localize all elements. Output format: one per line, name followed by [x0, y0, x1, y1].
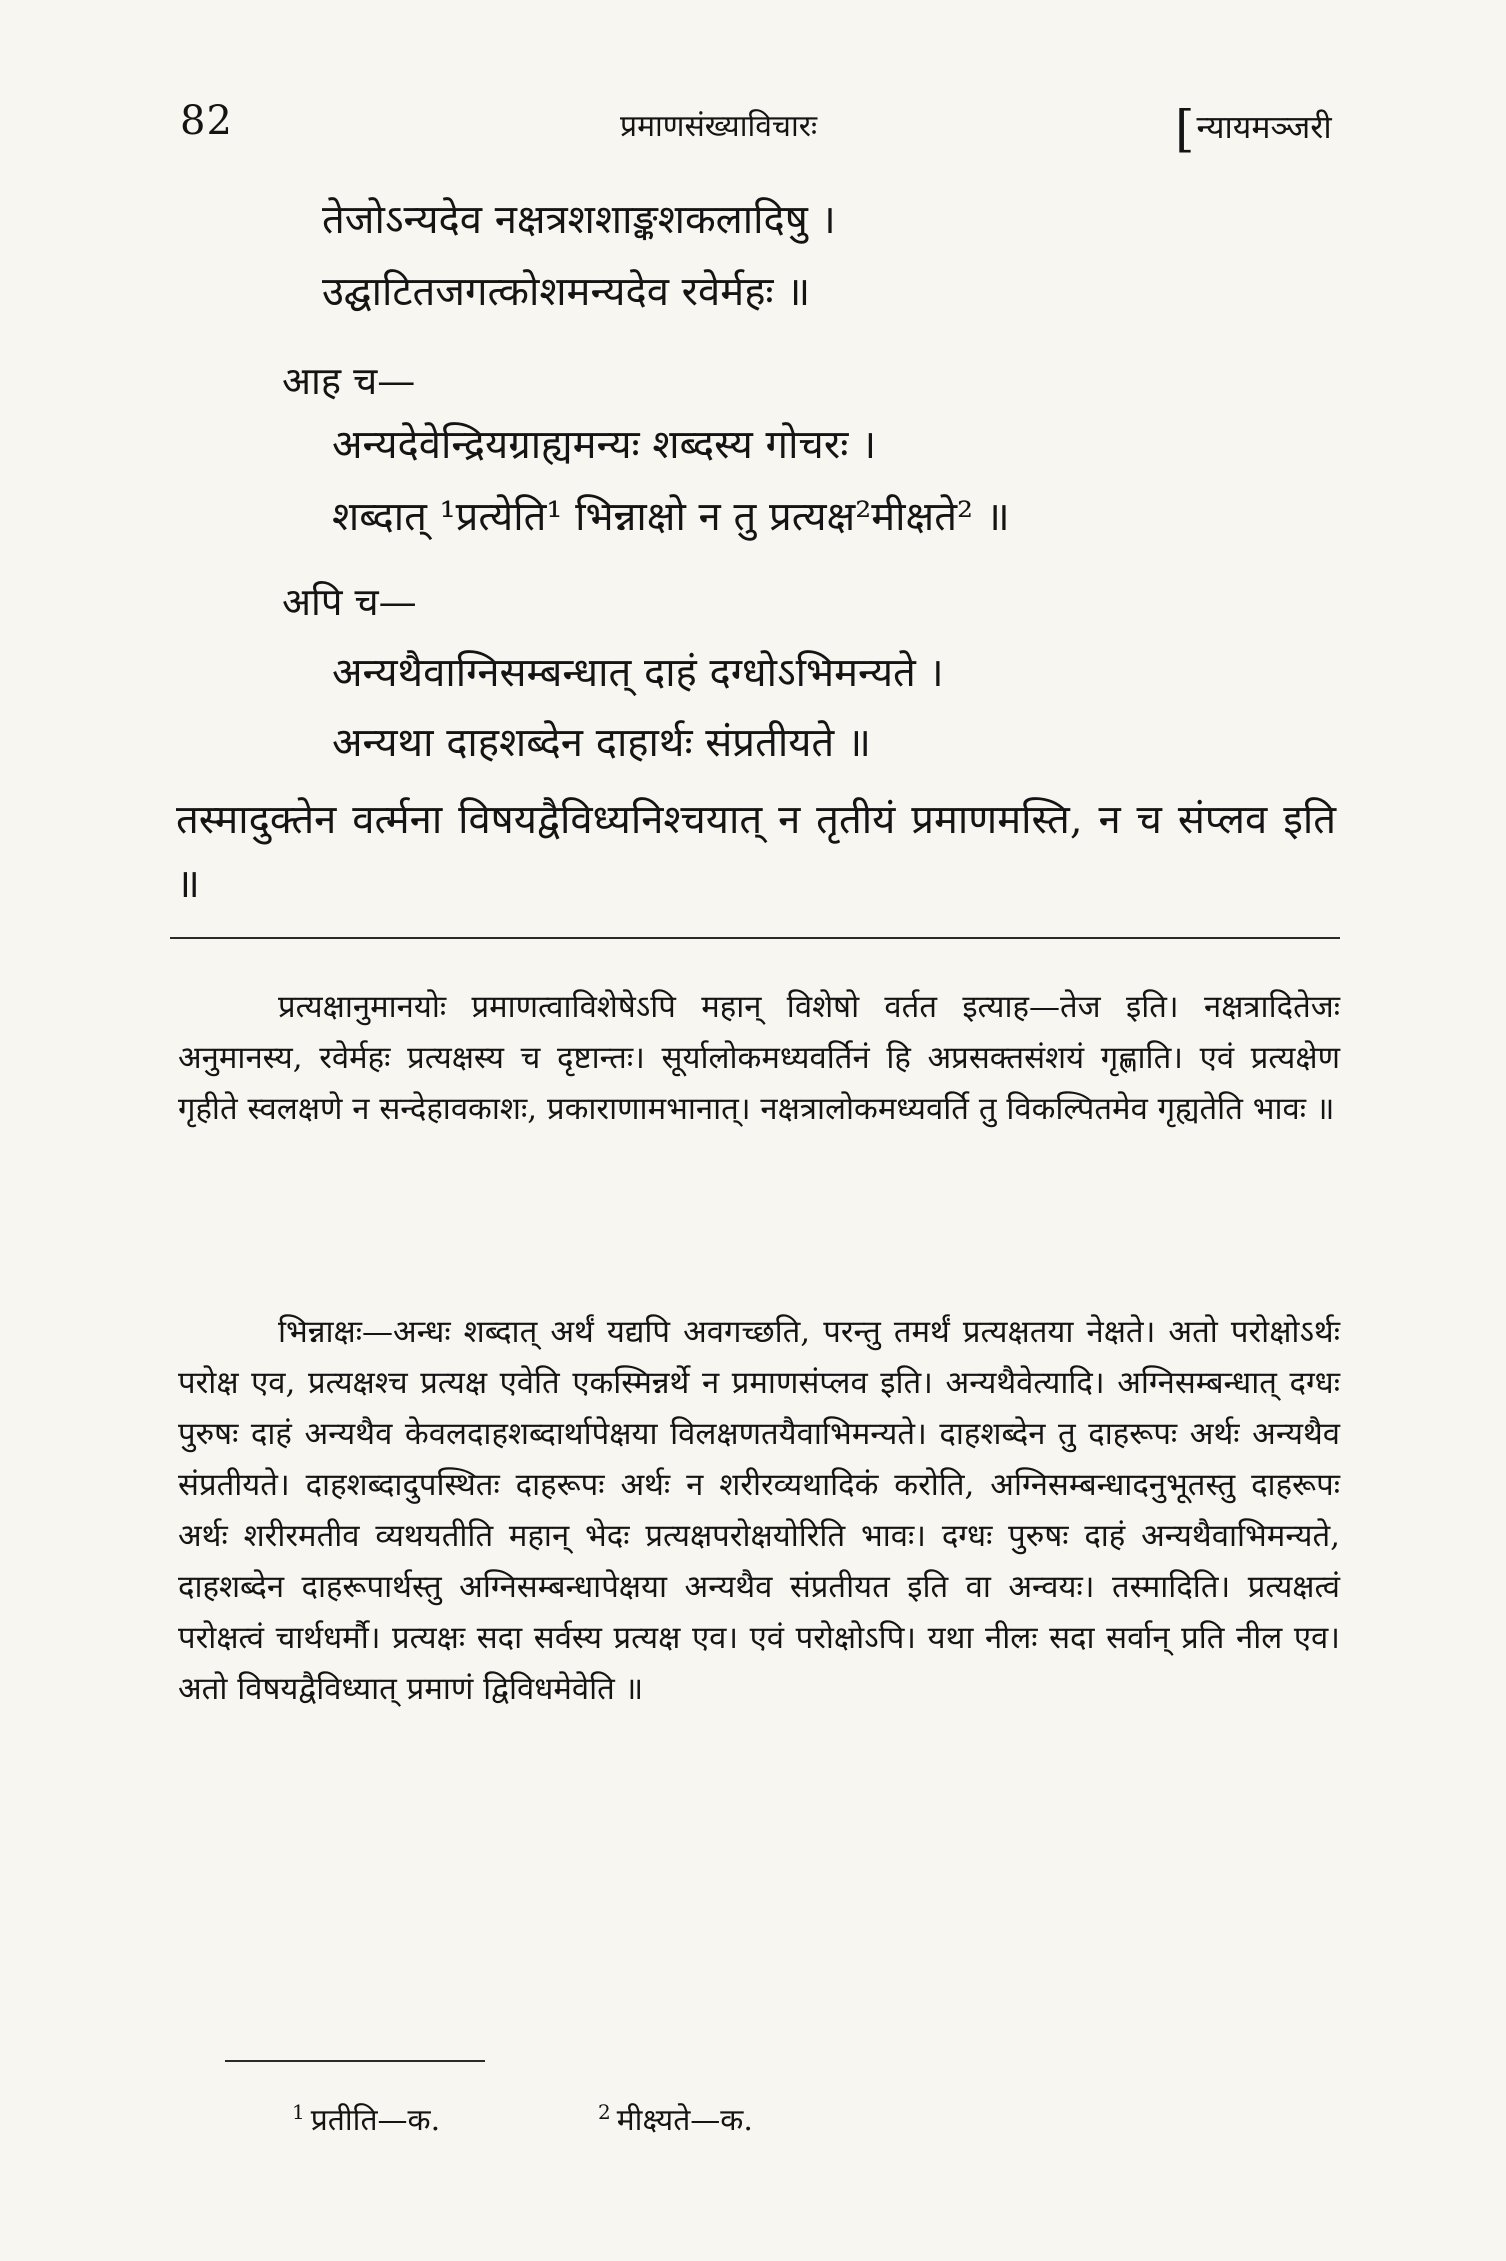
footnote-1: [292, 2098, 440, 2139]
verse-intro-aha: आह च—: [282, 359, 416, 403]
verse-1-line-1: तेजोऽन्यदेव नक्षत्रशशाङ्कशकलादिषु ।: [322, 197, 836, 243]
commentary-paragraph-2: भिन्नाक्षः—अन्धः शब्दात् अर्थं यद्यपि अवगच्छति, परन्तु तमर्थं प्रत्यक्षतया नेक्षते। अतो परोक्षोऽर्थः परोक्ष एव, प्रत्यक्षश्च प्रत्यक्ष एवेति एकस्मिन्नर्थे न प्रमाणसंप्लव इति। अन्यथैवेत्यादि। अग्निसम्बन्धात् दग्धः पुरुषः दाहं अन्यथैव केवलदाहशब्दार्थापेक्षया विलक्षणतयैवाभिमन्यते। दाहशब्देन तु दाहरूपः अर्थः अन्यथैव संप्रतीयते। दाहशब्दादुपस्थितः दाहरूपः अर्थः न शरीरव्यथादिकं करोति, अग्निसम्बन्धादनुभूतस्तु दाहरूपः अर्थः शरीरमतीव व्यथयतीति महान् भेदः प्रत्यक्षपरोक्षयोरिति भावः। दग्धः पुरुषः दाहं अन्यथैवाभिमन्यते, दाहशब्देन दाहरूपार्थस्तु अग्निसम्बन्धापेक्षया अन्यथैव संप्रतीयत इति वा अन्वयः। तस्मादिति। प्रत्यक्षत्वं परोक्षत्वं चार्थधर्मौ। प्रत्यक्षः सदा सर्वस्य प्रत्यक्ष एव। एवं परोक्षोऽपि। यथा नीलः सदा सर्वान् प्रति नील एव। अतो विषयद्वैविध्यात् प्रमाणं द्विविधमेवेति ॥: [178, 1314, 1340, 1707]
page-number: 82: [180, 98, 233, 144]
verse-3-line-2: अन्यथा दाहशब्देन दाहार्थः संप्रतीयते ॥: [332, 720, 871, 766]
verse-2-line-1: अन्यदेवेन्द्रियग्राह्यमन्यः शब्दस्य गोचरः ।: [332, 422, 877, 468]
verse-3-line-1: अन्यथैवाग्निसम्बन्धात् दाहं दग्धोऽभिमन्यते ।: [332, 650, 944, 696]
footnote-1-mark: 1: [292, 2100, 305, 2124]
running-section-label: न्यायमञ्जरी: [1196, 108, 1332, 146]
footnote-2-mark: 2: [598, 2100, 611, 2124]
closing-paragraph: तस्मादुक्तेन वर्त्मना विषयद्वैविध्यनिश्चयात् न तृतीयं प्रमाणमस्ति, न च संप्लव इति ॥: [176, 797, 1336, 907]
verse-2-line-2: शब्दात् ¹प्रत्येति¹ भिन्नाक्षो न तु प्रत्यक्ष²मीक्षते² ॥: [332, 494, 1010, 540]
footnote-1-text: प्रतीति—क.: [310, 2103, 441, 2138]
verse-intro-api: अपि च—: [282, 580, 417, 624]
footnote-2: [598, 2098, 753, 2139]
running-section: [1175, 100, 1332, 158]
running-title: प्रमाणसंख्याविचारः: [620, 109, 818, 144]
footnote-2-text: मीक्ष्यते—क.: [616, 2103, 753, 2138]
commentary-paragraph-1: प्रत्यक्षानुमानयोः प्रमाणत्वाविशेषेऽपि महान् विशेषो वर्तत इत्याह—तेज इति। नक्षत्रादितेजः अनुमानस्य, रवेर्महः प्रत्यक्षस्य च दृष्टान्तः। सूर्यालोकमध्यवर्तिनं हि अप्रसक्तसंशयं गृह्णाति। एवं प्रत्यक्षेण गृहीते स्वलक्षणे न सन्देहावकाशः, प्रकाराणामभानात्। नक्षत्रालोकमध्यवर्ति तु विकल्पितमेव गृह्यतेति भावः ॥: [178, 989, 1340, 1127]
section-divider: [170, 937, 1340, 939]
footnote-divider: [225, 2060, 485, 2062]
bracket-glyph: [: [1175, 100, 1195, 158]
verse-1-line-2: उद्घाटितजगत्कोशमन्यदेव रवेर्महः ॥: [322, 269, 811, 315]
